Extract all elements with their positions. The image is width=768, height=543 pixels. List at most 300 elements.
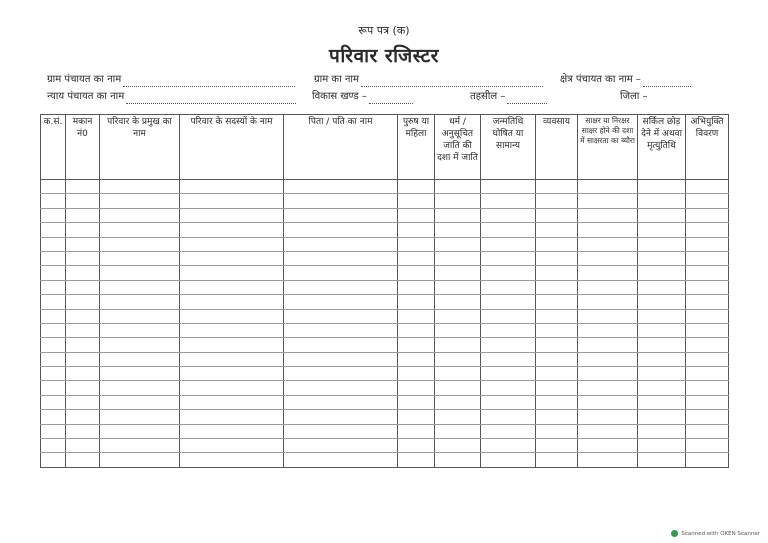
table-cell[interactable] bbox=[481, 410, 536, 424]
table-cell[interactable] bbox=[578, 208, 638, 222]
table-cell[interactable] bbox=[398, 439, 435, 453]
table-cell[interactable] bbox=[638, 180, 686, 194]
scanner-logo-icon bbox=[671, 530, 678, 537]
table-cell[interactable] bbox=[66, 309, 100, 323]
nyay-panchayat-blank[interactable] bbox=[126, 94, 296, 104]
table-cell[interactable] bbox=[638, 280, 686, 294]
kshetra-panchayat-field bbox=[560, 73, 691, 87]
field-row-1 bbox=[0, 73, 768, 87]
table-cell[interactable] bbox=[536, 280, 578, 294]
gram-panchayat-label: ग्राम पंचायत का नाम bbox=[47, 74, 122, 85]
table-cell[interactable] bbox=[536, 323, 578, 337]
table-cell[interactable] bbox=[686, 266, 729, 280]
table-cell[interactable] bbox=[284, 439, 398, 453]
col-header-occupation: व्यवसाय bbox=[536, 115, 578, 180]
table-cell[interactable] bbox=[398, 352, 435, 366]
col-header-birth-date: जन्मतिथि घोषित या सामान्य bbox=[481, 115, 536, 180]
table-cell[interactable] bbox=[41, 180, 66, 194]
table-cell[interactable] bbox=[284, 251, 398, 265]
table-cell[interactable] bbox=[180, 194, 284, 208]
table-cell[interactable] bbox=[100, 237, 180, 251]
table-cell[interactable] bbox=[435, 410, 481, 424]
table-cell[interactable] bbox=[686, 424, 729, 438]
table-cell[interactable] bbox=[100, 352, 180, 366]
table-cell[interactable] bbox=[686, 194, 729, 208]
table-cell[interactable] bbox=[686, 410, 729, 424]
kshetra-panchayat-label: क्षेत्र पंचायत का नाम – bbox=[560, 74, 641, 85]
table-cell[interactable] bbox=[435, 352, 481, 366]
table-cell[interactable] bbox=[435, 323, 481, 337]
table-cell[interactable] bbox=[398, 323, 435, 337]
table-row bbox=[41, 194, 729, 208]
table-cell[interactable] bbox=[180, 410, 284, 424]
table-cell[interactable] bbox=[638, 338, 686, 352]
table-cell[interactable] bbox=[41, 194, 66, 208]
table-cell[interactable] bbox=[536, 424, 578, 438]
table-cell[interactable] bbox=[66, 237, 100, 251]
table-cell[interactable] bbox=[536, 338, 578, 352]
table-cell[interactable] bbox=[578, 367, 638, 381]
table-cell[interactable] bbox=[398, 424, 435, 438]
table-cell[interactable] bbox=[686, 237, 729, 251]
col-header-literacy: साक्षर या निरक्षर साक्षर होने की दशा में साक्षरता का ब्यौरा bbox=[578, 115, 638, 180]
table-cell[interactable] bbox=[41, 367, 66, 381]
jila-field bbox=[620, 90, 648, 104]
table-cell[interactable] bbox=[578, 180, 638, 194]
kshetra-panchayat-blank[interactable] bbox=[643, 77, 691, 87]
table-cell[interactable] bbox=[481, 367, 536, 381]
table-cell[interactable] bbox=[398, 280, 435, 294]
table-cell[interactable] bbox=[686, 295, 729, 309]
table-cell[interactable] bbox=[284, 295, 398, 309]
table-cell[interactable] bbox=[180, 237, 284, 251]
table-cell[interactable] bbox=[638, 194, 686, 208]
table-cell[interactable] bbox=[638, 410, 686, 424]
table-cell[interactable] bbox=[578, 280, 638, 294]
table-cell[interactable] bbox=[481, 237, 536, 251]
table-row bbox=[41, 237, 729, 251]
table-cell[interactable] bbox=[180, 424, 284, 438]
table-cell[interactable] bbox=[100, 266, 180, 280]
table-row bbox=[41, 453, 729, 467]
table-cell[interactable] bbox=[578, 381, 638, 395]
table-cell[interactable] bbox=[100, 194, 180, 208]
table-cell[interactable] bbox=[100, 410, 180, 424]
table-cell[interactable] bbox=[284, 367, 398, 381]
col-header-left-circle-death: सर्किल छोड़ देने में अथवा मृत्युतिथि bbox=[638, 115, 686, 180]
table-cell[interactable] bbox=[398, 251, 435, 265]
table-cell[interactable] bbox=[66, 338, 100, 352]
table-cell[interactable] bbox=[578, 323, 638, 337]
table-cell[interactable] bbox=[100, 180, 180, 194]
table-cell[interactable] bbox=[481, 453, 536, 467]
table-cell[interactable] bbox=[481, 424, 536, 438]
table-cell[interactable] bbox=[481, 208, 536, 222]
table-cell[interactable] bbox=[100, 251, 180, 265]
table-cell[interactable] bbox=[398, 309, 435, 323]
table-cell[interactable] bbox=[481, 395, 536, 409]
table-row bbox=[41, 295, 729, 309]
table-cell[interactable] bbox=[481, 309, 536, 323]
table-row bbox=[41, 223, 729, 237]
table-cell[interactable] bbox=[284, 223, 398, 237]
table-cell[interactable] bbox=[578, 410, 638, 424]
scanner-watermark bbox=[671, 530, 760, 537]
table-cell[interactable] bbox=[686, 180, 729, 194]
table-cell[interactable] bbox=[435, 395, 481, 409]
col-header-house-number: मकान नं0 bbox=[66, 115, 100, 180]
table-row bbox=[41, 323, 729, 337]
table-row bbox=[41, 367, 729, 381]
table-row bbox=[41, 266, 729, 280]
table-cell[interactable] bbox=[435, 439, 481, 453]
table-cell[interactable] bbox=[686, 439, 729, 453]
table-cell[interactable] bbox=[536, 266, 578, 280]
table-cell[interactable] bbox=[180, 208, 284, 222]
table-cell[interactable] bbox=[638, 237, 686, 251]
table-cell[interactable] bbox=[66, 323, 100, 337]
table-cell[interactable] bbox=[100, 395, 180, 409]
table-cell[interactable] bbox=[41, 251, 66, 265]
table-cell[interactable] bbox=[638, 424, 686, 438]
table-cell[interactable] bbox=[686, 223, 729, 237]
gram-label: ग्राम का नाम bbox=[314, 74, 359, 85]
table-cell[interactable] bbox=[578, 194, 638, 208]
table-cell[interactable] bbox=[536, 208, 578, 222]
table-cell[interactable] bbox=[180, 395, 284, 409]
table-cell[interactable] bbox=[481, 439, 536, 453]
tehsil-blank[interactable] bbox=[507, 94, 547, 104]
table-cell[interactable] bbox=[481, 280, 536, 294]
table-cell[interactable] bbox=[66, 367, 100, 381]
table-cell[interactable] bbox=[180, 266, 284, 280]
table-cell[interactable] bbox=[41, 266, 66, 280]
table-cell[interactable] bbox=[638, 309, 686, 323]
table-cell[interactable] bbox=[435, 266, 481, 280]
table-cell[interactable] bbox=[536, 367, 578, 381]
gram-panchayat-blank[interactable] bbox=[123, 77, 295, 87]
table-cell[interactable] bbox=[686, 367, 729, 381]
table-cell[interactable] bbox=[66, 352, 100, 366]
table-cell[interactable] bbox=[100, 323, 180, 337]
table-cell[interactable] bbox=[41, 424, 66, 438]
table-cell[interactable] bbox=[284, 410, 398, 424]
table-cell[interactable] bbox=[686, 453, 729, 467]
table-cell[interactable] bbox=[638, 367, 686, 381]
table-cell[interactable] bbox=[578, 424, 638, 438]
table-cell[interactable] bbox=[66, 180, 100, 194]
table-cell[interactable] bbox=[638, 395, 686, 409]
table-cell[interactable] bbox=[66, 439, 100, 453]
table-cell[interactable] bbox=[284, 208, 398, 222]
table-cell[interactable] bbox=[481, 223, 536, 237]
table-cell[interactable] bbox=[481, 180, 536, 194]
table-cell[interactable] bbox=[578, 266, 638, 280]
table-cell[interactable] bbox=[435, 194, 481, 208]
gram-panchayat-field bbox=[47, 73, 295, 87]
table-cell[interactable] bbox=[66, 395, 100, 409]
table-cell[interactable] bbox=[578, 295, 638, 309]
table-cell[interactable] bbox=[284, 338, 398, 352]
family-register-table bbox=[40, 114, 729, 468]
table-cell[interactable] bbox=[41, 338, 66, 352]
table-cell[interactable] bbox=[578, 352, 638, 366]
table-cell[interactable] bbox=[578, 453, 638, 467]
table-cell[interactable] bbox=[100, 424, 180, 438]
table-row bbox=[41, 439, 729, 453]
table-cell[interactable] bbox=[481, 295, 536, 309]
table-cell[interactable] bbox=[180, 352, 284, 366]
table-cell[interactable] bbox=[100, 208, 180, 222]
table-cell[interactable] bbox=[435, 280, 481, 294]
table-row bbox=[41, 208, 729, 222]
table-cell[interactable] bbox=[435, 453, 481, 467]
table-cell[interactable] bbox=[686, 251, 729, 265]
table-cell[interactable] bbox=[638, 251, 686, 265]
table-cell[interactable] bbox=[100, 381, 180, 395]
table-cell[interactable] bbox=[66, 194, 100, 208]
table-cell[interactable] bbox=[686, 309, 729, 323]
table-cell[interactable] bbox=[398, 295, 435, 309]
table-cell[interactable] bbox=[435, 381, 481, 395]
table-cell[interactable] bbox=[398, 208, 435, 222]
table-row bbox=[41, 381, 729, 395]
table-cell[interactable] bbox=[66, 280, 100, 294]
table-cell[interactable] bbox=[578, 338, 638, 352]
table-cell[interactable] bbox=[41, 439, 66, 453]
table-cell[interactable] bbox=[536, 194, 578, 208]
table-cell[interactable] bbox=[638, 381, 686, 395]
table-cell[interactable] bbox=[41, 352, 66, 366]
table-cell[interactable] bbox=[66, 251, 100, 265]
table-cell[interactable] bbox=[180, 439, 284, 453]
table-cell[interactable] bbox=[100, 367, 180, 381]
table-cell[interactable] bbox=[398, 453, 435, 467]
table-cell[interactable] bbox=[284, 280, 398, 294]
table-cell[interactable] bbox=[284, 237, 398, 251]
table-cell[interactable] bbox=[100, 223, 180, 237]
table-cell[interactable] bbox=[638, 453, 686, 467]
table-cell[interactable] bbox=[41, 295, 66, 309]
table-cell[interactable] bbox=[435, 208, 481, 222]
table-cell[interactable] bbox=[180, 323, 284, 337]
tehsil-field bbox=[470, 90, 547, 104]
table-cell[interactable] bbox=[284, 453, 398, 467]
tehsil-label: तहसील – bbox=[470, 91, 506, 102]
table-cell[interactable] bbox=[284, 194, 398, 208]
table-cell[interactable] bbox=[435, 424, 481, 438]
table-cell[interactable] bbox=[66, 453, 100, 467]
table-cell[interactable] bbox=[66, 223, 100, 237]
col-header-head-of-family: परिवार के प्रमुख का नाम bbox=[100, 115, 180, 180]
table-cell[interactable] bbox=[398, 266, 435, 280]
table-cell[interactable] bbox=[686, 381, 729, 395]
table-cell[interactable] bbox=[100, 439, 180, 453]
table-cell[interactable] bbox=[180, 367, 284, 381]
table-row bbox=[41, 180, 729, 194]
table-cell[interactable] bbox=[66, 381, 100, 395]
table-cell[interactable] bbox=[638, 266, 686, 280]
table-cell[interactable] bbox=[180, 251, 284, 265]
table-cell[interactable] bbox=[41, 280, 66, 294]
table-cell[interactable] bbox=[66, 295, 100, 309]
table-cell[interactable] bbox=[41, 453, 66, 467]
table-row bbox=[41, 251, 729, 265]
table-cell[interactable] bbox=[284, 352, 398, 366]
table-cell[interactable] bbox=[180, 223, 284, 237]
page-title: परिवार रजिस्टर bbox=[329, 45, 439, 67]
col-header-remarks: अभियुक्ति विवरण bbox=[686, 115, 729, 180]
table-cell[interactable] bbox=[686, 338, 729, 352]
table-cell[interactable] bbox=[578, 223, 638, 237]
table-cell[interactable] bbox=[686, 352, 729, 366]
table-cell[interactable] bbox=[100, 338, 180, 352]
table-cell[interactable] bbox=[536, 309, 578, 323]
gram-field bbox=[314, 73, 543, 87]
table-cell[interactable] bbox=[398, 180, 435, 194]
table-cell[interactable] bbox=[398, 194, 435, 208]
jila-label: जिला – bbox=[620, 91, 648, 102]
table-cell[interactable] bbox=[41, 223, 66, 237]
table-row bbox=[41, 395, 729, 409]
table-cell[interactable] bbox=[180, 338, 284, 352]
table-cell[interactable] bbox=[435, 309, 481, 323]
table-cell[interactable] bbox=[481, 352, 536, 366]
table-cell[interactable] bbox=[435, 237, 481, 251]
table-cell[interactable] bbox=[481, 381, 536, 395]
table-cell[interactable] bbox=[686, 280, 729, 294]
table-cell[interactable] bbox=[481, 338, 536, 352]
table-cell[interactable] bbox=[536, 251, 578, 265]
table-cell[interactable] bbox=[41, 208, 66, 222]
table-cell[interactable] bbox=[398, 237, 435, 251]
table-cell[interactable] bbox=[536, 453, 578, 467]
table-cell[interactable] bbox=[284, 395, 398, 409]
table-cell[interactable] bbox=[180, 381, 284, 395]
table-cell[interactable] bbox=[284, 309, 398, 323]
table-cell[interactable] bbox=[180, 453, 284, 467]
table-cell[interactable] bbox=[284, 180, 398, 194]
table-cell[interactable] bbox=[66, 266, 100, 280]
table-cell[interactable] bbox=[435, 367, 481, 381]
table-cell[interactable] bbox=[536, 395, 578, 409]
table-cell[interactable] bbox=[481, 251, 536, 265]
table-cell[interactable] bbox=[578, 309, 638, 323]
table-cell[interactable] bbox=[638, 295, 686, 309]
table-cell[interactable] bbox=[686, 323, 729, 337]
table-cell[interactable] bbox=[435, 251, 481, 265]
table-cell[interactable] bbox=[578, 237, 638, 251]
table-cell[interactable] bbox=[398, 223, 435, 237]
table-cell[interactable] bbox=[41, 410, 66, 424]
table-cell[interactable] bbox=[536, 180, 578, 194]
table-cell[interactable] bbox=[180, 180, 284, 194]
field-row-2 bbox=[0, 90, 768, 104]
table-cell[interactable] bbox=[536, 439, 578, 453]
table-cell[interactable] bbox=[536, 223, 578, 237]
table-row bbox=[41, 280, 729, 294]
table-cell[interactable] bbox=[481, 266, 536, 280]
table-cell[interactable] bbox=[398, 395, 435, 409]
table-cell[interactable] bbox=[536, 410, 578, 424]
table-cell[interactable] bbox=[481, 194, 536, 208]
nyay-panchayat-field bbox=[47, 90, 296, 104]
scanner-text: Scanned with OKEN Scanner bbox=[681, 530, 760, 537]
nyay-panchayat-label: न्याय पंचायत का नाम bbox=[47, 91, 125, 102]
table-cell[interactable] bbox=[638, 352, 686, 366]
table-cell[interactable] bbox=[66, 410, 100, 424]
table-cell[interactable] bbox=[100, 280, 180, 294]
table-cell[interactable] bbox=[41, 237, 66, 251]
table-cell[interactable] bbox=[398, 338, 435, 352]
table-cell[interactable] bbox=[284, 424, 398, 438]
table-cell[interactable] bbox=[41, 323, 66, 337]
vikas-khand-field bbox=[312, 90, 413, 104]
vikas-khand-label: विकास खण्ड – bbox=[312, 91, 367, 102]
col-header-father-husband: पिता / पति का नाम bbox=[284, 115, 398, 180]
table-cell[interactable] bbox=[435, 223, 481, 237]
table-cell[interactable] bbox=[638, 439, 686, 453]
table-cell[interactable] bbox=[398, 410, 435, 424]
table-row bbox=[41, 352, 729, 366]
table-cell[interactable] bbox=[284, 381, 398, 395]
table-cell[interactable] bbox=[41, 381, 66, 395]
table-cell[interactable] bbox=[284, 323, 398, 337]
table-cell[interactable] bbox=[284, 266, 398, 280]
table-cell[interactable] bbox=[435, 180, 481, 194]
table-cell[interactable] bbox=[398, 367, 435, 381]
vikas-khand-blank[interactable] bbox=[369, 94, 413, 104]
table-header-row bbox=[41, 115, 729, 180]
table-cell[interactable] bbox=[638, 208, 686, 222]
table-cell[interactable] bbox=[578, 251, 638, 265]
table-cell[interactable] bbox=[66, 208, 100, 222]
table-cell[interactable] bbox=[435, 338, 481, 352]
table-cell[interactable] bbox=[578, 439, 638, 453]
table-cell[interactable] bbox=[180, 280, 284, 294]
table-cell[interactable] bbox=[41, 309, 66, 323]
table-cell[interactable] bbox=[536, 381, 578, 395]
table-cell[interactable] bbox=[100, 453, 180, 467]
table-cell[interactable] bbox=[398, 381, 435, 395]
col-header-serial: क.सं. bbox=[41, 115, 66, 180]
col-header-religion-caste: धर्म / अनुसूचित जाति की दशा में जाति bbox=[435, 115, 481, 180]
table-row bbox=[41, 410, 729, 424]
table-body bbox=[41, 180, 729, 468]
col-header-family-members: परिवार के सदस्यों के नाम bbox=[180, 115, 284, 180]
table-cell[interactable] bbox=[686, 208, 729, 222]
gram-blank[interactable] bbox=[361, 77, 543, 87]
form-label: रूप पत्र (क) bbox=[358, 24, 410, 37]
table-cell[interactable] bbox=[536, 237, 578, 251]
table-row bbox=[41, 338, 729, 352]
table-cell[interactable] bbox=[536, 352, 578, 366]
table-row bbox=[41, 424, 729, 438]
table-cell[interactable] bbox=[100, 309, 180, 323]
table-cell[interactable] bbox=[481, 323, 536, 337]
table-cell[interactable] bbox=[536, 295, 578, 309]
table-cell[interactable] bbox=[100, 295, 180, 309]
table-cell[interactable] bbox=[578, 395, 638, 409]
table-cell[interactable] bbox=[638, 323, 686, 337]
table-cell[interactable] bbox=[41, 395, 66, 409]
table-cell[interactable] bbox=[180, 295, 284, 309]
table-cell[interactable] bbox=[638, 223, 686, 237]
table-cell[interactable] bbox=[686, 395, 729, 409]
table-cell[interactable] bbox=[180, 309, 284, 323]
table-cell[interactable] bbox=[66, 424, 100, 438]
table-cell[interactable] bbox=[435, 295, 481, 309]
